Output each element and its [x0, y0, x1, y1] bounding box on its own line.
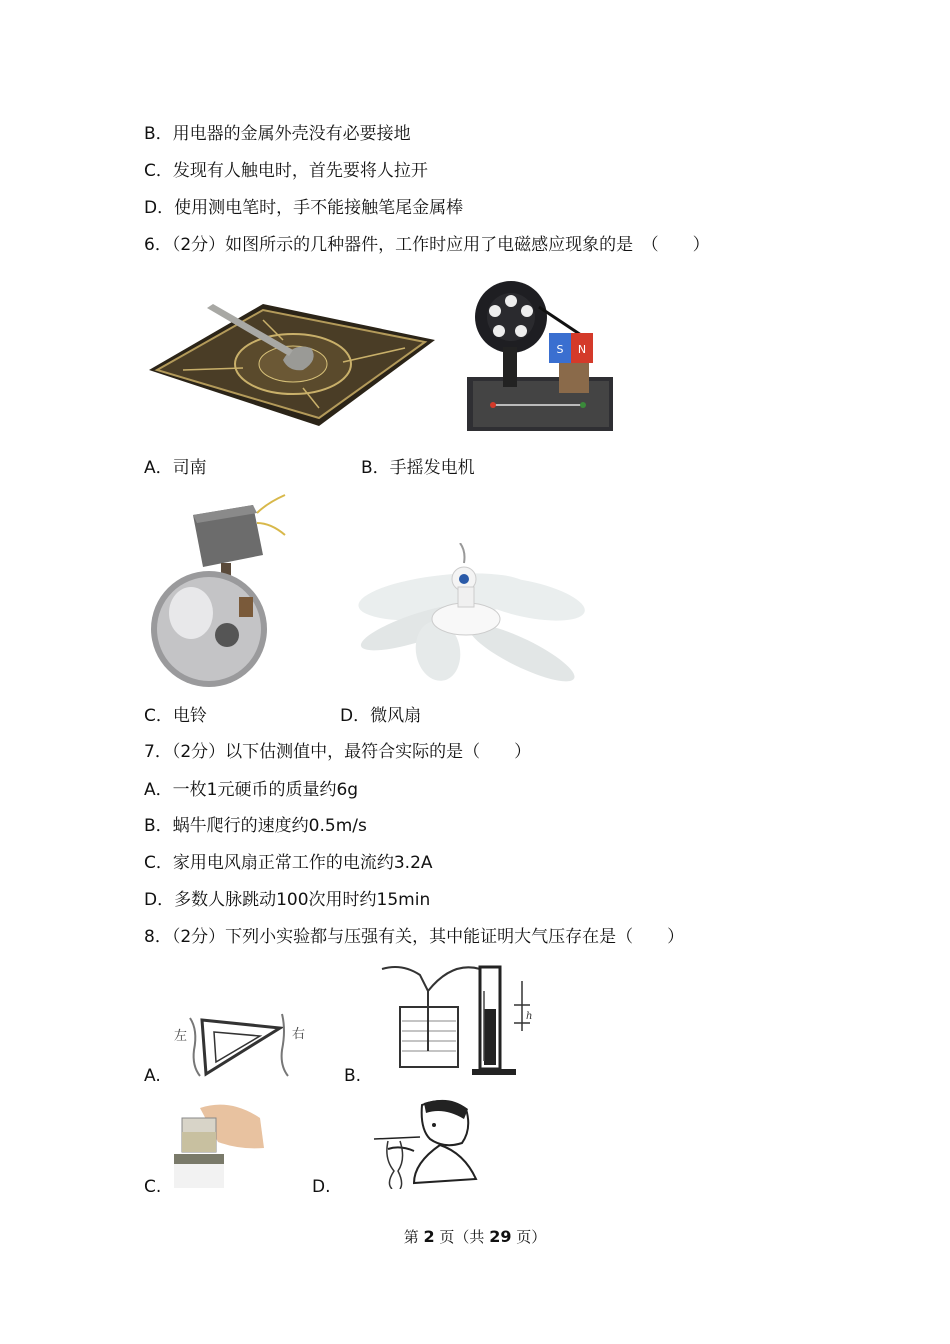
footer-middle: 页（共	[434, 1228, 490, 1246]
q7-option-d: D．多数人脉跳动100次用时约15min	[144, 890, 431, 910]
footer-page-number: 2	[423, 1227, 435, 1246]
q7-option-a: A．一枚1元硬币的质量约6g	[144, 780, 359, 800]
compass-sinan-image	[143, 290, 439, 432]
q8-caption-d: D.	[312, 1177, 331, 1197]
q5-option-c: C．发现有人触电时，首先要将人拉开	[144, 161, 428, 181]
q8-figure-c-cup-image	[170, 1098, 266, 1190]
q7-stem: 7．（2分）以下估测值中，最符合实际的是（ ）	[144, 742, 532, 762]
footer-suffix: 页）	[511, 1228, 547, 1246]
q8-stem: 8．（2分）下列小实验都与压强有关，其中能证明大气压存在是（ ）	[144, 927, 685, 947]
q6-caption-d: D．微风扇	[340, 706, 422, 726]
q6-caption-b: B．手摇发电机	[361, 458, 475, 478]
q8-fig-b-h-label: h	[526, 1011, 533, 1022]
magnet-n-label: N	[577, 343, 587, 356]
q7-option-b: B．蜗牛爬行的速度约0.5m/s	[144, 816, 367, 836]
q8-caption-a: A.	[144, 1066, 161, 1086]
q8-figure-d-boy-image	[344, 1099, 484, 1189]
q8-fig-a-right-label: 右	[292, 1027, 306, 1042]
q6-caption-a: A．司南	[144, 458, 207, 478]
q8-caption-b: B.	[344, 1066, 362, 1086]
q8-figure-b-manometer-image	[372, 961, 548, 1079]
hand-generator-image	[463, 277, 617, 435]
q8-fig-a-left-label: 左	[174, 1029, 188, 1044]
q6-caption-c: C．电铃	[144, 706, 207, 726]
footer-total-pages: 29	[489, 1227, 512, 1246]
ceiling-fan-image	[326, 543, 594, 683]
page-footer	[0, 1226, 950, 1247]
electric-bell-image	[145, 493, 290, 689]
q8-caption-c: C.	[144, 1177, 162, 1197]
q7-option-c: C．家用电风扇正常工作的电流约3.2A	[144, 853, 433, 873]
q8-figure-a-triangle-image	[170, 1010, 312, 1078]
footer-prefix: 第	[403, 1228, 424, 1246]
q5-option-d: D．使用测电笔时，手不能接触笔尾金属棒	[144, 198, 464, 218]
q6-stem: 6．（2分）如图所示的几种器件，工作时应用了电磁感应现象的是 （ ）	[144, 235, 710, 255]
magnet-s-label: S	[556, 343, 564, 356]
q5-option-b: B．用电器的金属外壳没有必要接地	[144, 124, 411, 144]
